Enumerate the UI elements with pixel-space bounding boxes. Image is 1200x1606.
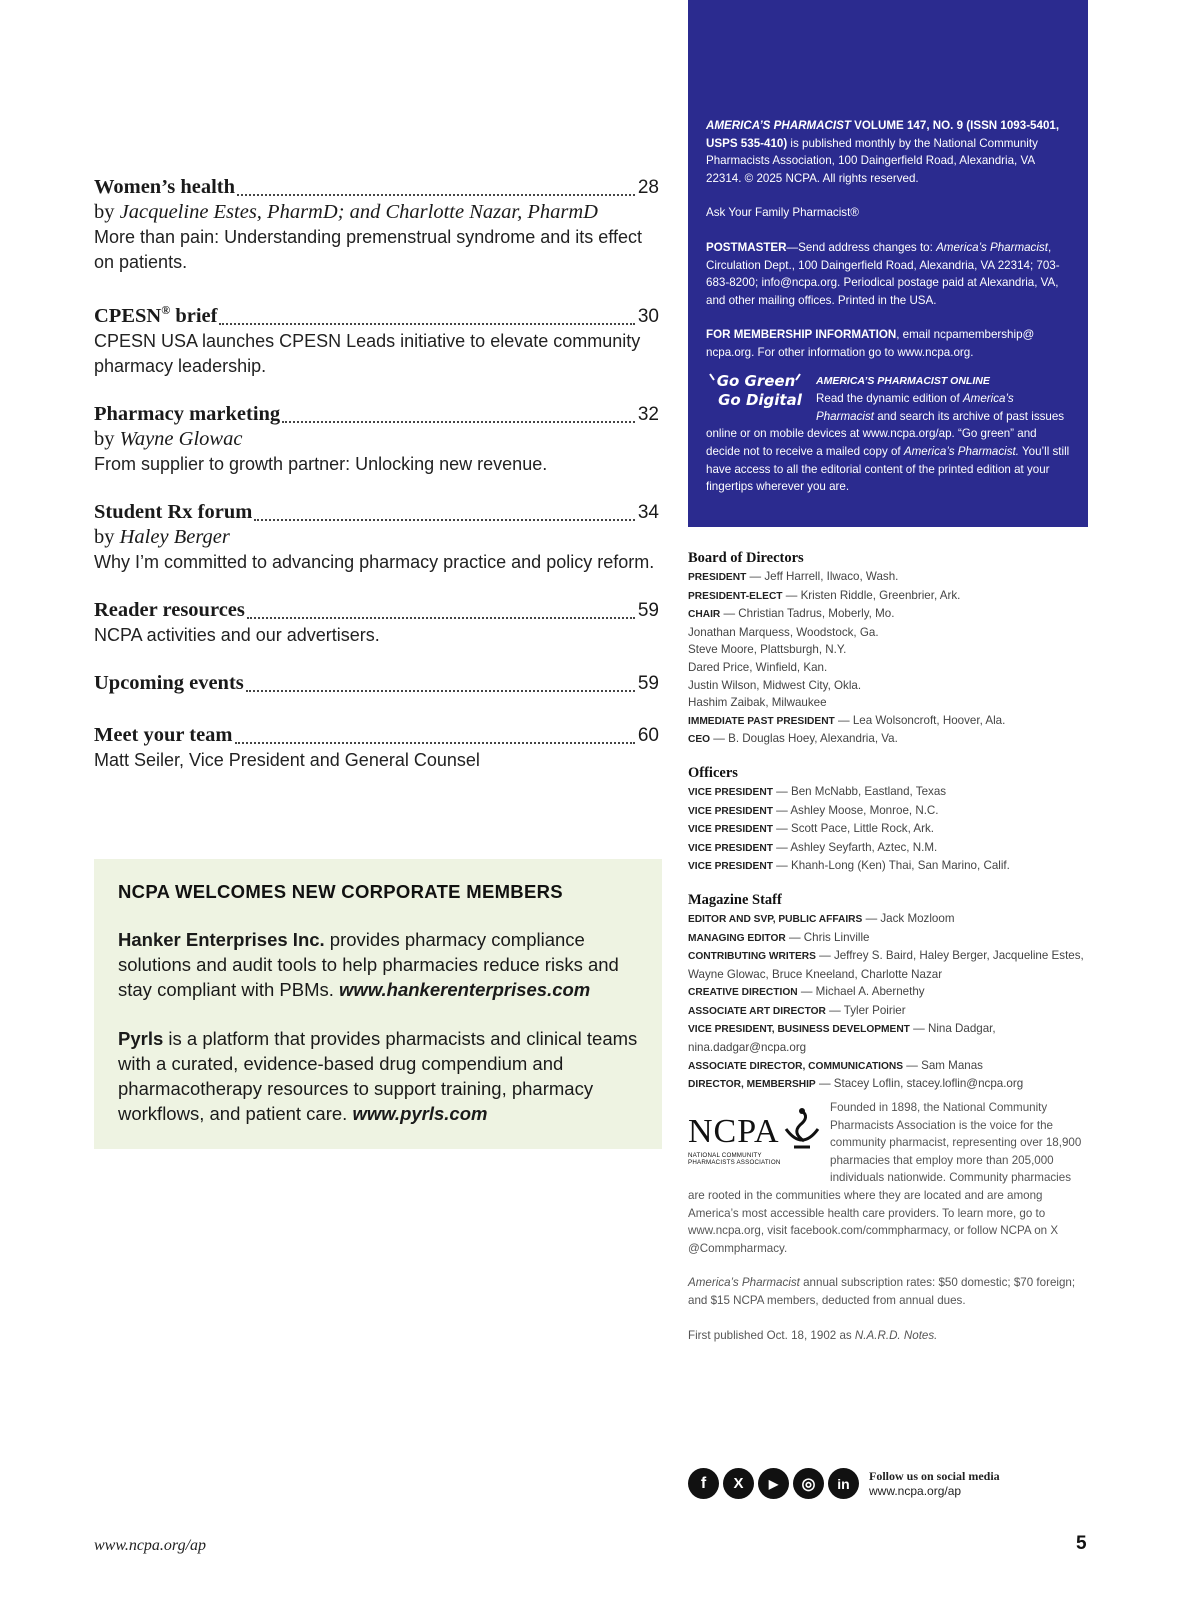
section-heading: Magazine Staff [688, 891, 782, 908]
page-number: 5 [1076, 1533, 1087, 1554]
officers-section [688, 763, 1088, 876]
section-heading: Board of Directors [688, 550, 804, 566]
toc-description: CPESN USA launches CPESN Leads initiative to elevate community pharmacy leadership. [94, 330, 641, 376]
list-item: PRESIDENT-ELECT — Kristen Riddle, Greenbrier, Ark. [688, 588, 961, 602]
publication-info: AMERICA’S PHARMACIST VOLUME 147, NO. 9 (ISSN 1093-5401, USPS 535-410) is published monthly by the National Community Pharmacists Association, 100 Daingerfield Road, Alexandria, VA 22314. © 2025 NCPA. All rights reserved. [706, 119, 1060, 185]
toc-description: More than pain: Understanding premenstrual syndrome and its effect on patients. [94, 227, 642, 272]
toc-description: Why I’m committed to advancing pharmacy practice and policy reform. [94, 551, 655, 572]
first-published: First published Oct. 18, 1902 as N.A.R.D. Notes. [688, 1328, 938, 1342]
list-item: DIRECTOR, MEMBERSHIP — Stacey Loflin, stacey.loflin@ncpa.org [688, 1077, 1024, 1091]
list-item: CONTRIBUTING WRITERS — Jeffrey S. Baird, Haley Berger, Jacqueline Estes, Wayne Glowac, Bruce Kneeland, Charlotte Nazar [688, 949, 1084, 981]
toc-description: Matt Seiler, Vice President and General Counsel [94, 749, 480, 770]
corporate-heading: NCPA WELCOMES NEW CORPORATE MEMBERS [118, 881, 563, 902]
list-item: VICE PRESIDENT — Scott Pace, Little Rock, Ark. [688, 822, 935, 836]
subscription-rates: America’s Pharmacist annual subscription rates: $50 domestic; $70 foreign; and $15 NCPA members, deducted from annual dues. [688, 1276, 1076, 1307]
list-item: VICE PRESIDENT — Ashley Seyfarth, Aztec, N.M. [688, 840, 938, 854]
toc-page: 60 [637, 724, 659, 746]
toc-item [94, 671, 659, 696]
toc-title: CPESN® brief [94, 303, 218, 327]
follow-text: Follow us on social media www.ncpa.org/ap [869, 1468, 1000, 1498]
list-item: VICE PRESIDENT — Ben McNabb, Eastland, Texas [688, 784, 947, 798]
ncpa-description: Founded in 1898, the National Community Pharmacists Association is the voice for the community pharmacist, representing over 18,900 pharmacies that employ more than 205,000 individuals nationwide. Community pharmacies are rooted in the communities where they are located and are among America’s most accessible health care providers. To learn more, go to www.ncpa.org, visit facebook.com/commpharmacy, or follow NCPA on X @Commpharmacy. [688, 1101, 1082, 1255]
toc-page: 34 [637, 501, 659, 523]
toc-item [94, 402, 659, 477]
toc-byline: by Haley Berger [94, 525, 230, 548]
member-link[interactable]: www.pyrls.com [352, 1103, 488, 1124]
list-item: ASSOCIATE ART DIRECTOR — Tyler Poirier [688, 1003, 906, 1017]
corporate-member: Hanker Enterprises Inc. provides pharmacy compliance solutions and audit tools to help pharmacies reduce risks and stay compliant with PBMs. www.hankerenterprises.com [118, 929, 619, 1000]
masthead-box [688, 0, 1088, 527]
list-item: PRESIDENT — Jeff Harrell, Ilwaco, Wash. [688, 570, 899, 583]
svg-text:Go Green: Go Green [716, 371, 796, 390]
corporate-member: Pyrls is a platform that provides pharmacists and clinical teams with a curated, evidence-based drug compendium and pharmacotherapy resources to support training, pharmacy workflows, and patient care. www.pyrls.com [118, 1028, 638, 1124]
toc-title: Pharmacy marketing [94, 402, 281, 425]
list-item: IMMEDIATE PAST PRESIDENT — Lea Wolsoncroft, Hoover, Ala. [688, 713, 1006, 727]
ncpa-logo: NCPA NATIONAL COMMUNITY PHARMACISTS ASSOCIATION [688, 1105, 826, 1173]
list-item: Steve Moore, Plattsburgh, N.Y. [688, 643, 847, 657]
list-item: VICE PRESIDENT — Ashley Moose, Monroe, N.C. [688, 803, 939, 817]
toc-item [94, 723, 659, 773]
footer-url[interactable]: www.ncpa.org/ap [94, 1537, 207, 1554]
toc-description: From supplier to growth partner: Unlocking new revenue. [94, 453, 548, 474]
list-item: CHAIR — Christian Tadrus, Moberly, Mo. [688, 607, 895, 621]
toc-page: 30 [637, 305, 659, 327]
member-link[interactable]: www.hankerenterprises.com [339, 979, 591, 1000]
online-edition: Go Green Go Digital AMERICA’S PHARMACIST ONLINE Read the dynamic edition of America’s Pharmacist and search its archive of past issues online or on mobile devices at www.ncpa.org/ap. “Go green” and decide not to receive a mailed copy of America’s Pharmacist. You’ll still have access to all the editorial content of the printed edition at your fingertips wherever you are. [706, 371, 1070, 494]
toc-title: Upcoming events [94, 671, 244, 694]
toc-title: Reader resources [94, 598, 245, 621]
board-section [688, 548, 1088, 749]
svg-text:Go Digital: Go Digital [718, 390, 802, 409]
x-icon[interactable]: X [723, 1468, 754, 1499]
go-green-logo [704, 370, 808, 410]
youtube-icon[interactable]: ▶ [758, 1468, 789, 1499]
list-item: VICE PRESIDENT, BUSINESS DEVELOPMENT — Nina Dadgar, nina.dadgar@ncpa.org [688, 1022, 996, 1055]
table-of-contents [94, 175, 659, 773]
instagram-icon[interactable]: ◎ [793, 1468, 824, 1499]
toc-byline: by Jacqueline Estes, PharmD; and Charlotte Nazar, PharmD [94, 201, 598, 223]
section-heading: Officers [688, 764, 738, 781]
list-item: EDITOR AND SVP, PUBLIC AFFAIRS — Jack Mozloom [688, 911, 955, 925]
membership-info: FOR MEMBERSHIP INFORMATION, email ncpamembership@ ncpa.org. For other information go to www.ncpa.org. [706, 328, 1035, 359]
list-item: Dared Price, Winfield, Kan. [688, 660, 828, 674]
toc-byline: by Wayne Glowac [94, 427, 243, 450]
postmaster-info: POSTMASTER—Send address changes to: America’s Pharmacist, Circulation Dept., 100 Daingerfield Road, Alexandria, VA 22314; 703-683-8200; info@ncpa.org. Periodical postage paid at Alexandria, VA, and other mailing offices. Printed in the USA. [706, 240, 1060, 307]
toc-item [94, 500, 659, 575]
list-item: ASSOCIATE DIRECTOR, COMMUNICATIONS — Sam Manas [688, 1058, 983, 1072]
social-media-bar [688, 1468, 1000, 1499]
toc-page: 59 [637, 599, 659, 621]
toc-title: Meet your team [94, 723, 233, 746]
toc-item [94, 175, 659, 275]
follow-link[interactable]: www.ncpa.org/ap [869, 1483, 962, 1498]
tagline: Ask Your Family Pharmacist® [706, 206, 859, 220]
corporate-members-box [94, 859, 662, 1149]
staff-listing [688, 548, 1088, 1108]
list-item: Hashim Zaibak, Milwaukee [688, 696, 827, 710]
toc-description: NCPA activities and our advertisers. [94, 624, 380, 645]
list-item: CEO — B. Douglas Hoey, Alexandria, Va. [688, 732, 898, 746]
toc-page: 28 [637, 177, 659, 198]
toc-item [94, 598, 659, 648]
list-item: VICE PRESIDENT — Khanh-Long (Ken) Thai, San Marino, Calif. [688, 859, 1010, 873]
toc-title: Women’s health [94, 176, 236, 198]
facebook-icon[interactable]: f [688, 1468, 719, 1499]
list-item: CREATIVE DIRECTION — Michael A. Abernethy [688, 985, 925, 999]
magazine-staff-section [688, 890, 1088, 1094]
toc-page: 59 [637, 672, 659, 694]
linkedin-icon[interactable]: in [828, 1468, 859, 1499]
list-item: Jonathan Marquess, Woodstock, Ga. [688, 625, 879, 639]
list-item: MANAGING EDITOR — Chris Linville [688, 930, 870, 944]
toc-page: 32 [637, 403, 659, 425]
ncpa-about [688, 1099, 1088, 1361]
toc-item [94, 298, 659, 379]
toc-title: Student Rx forum [94, 500, 253, 523]
list-item: Justin Wilson, Midwest City, Okla. [688, 678, 862, 692]
